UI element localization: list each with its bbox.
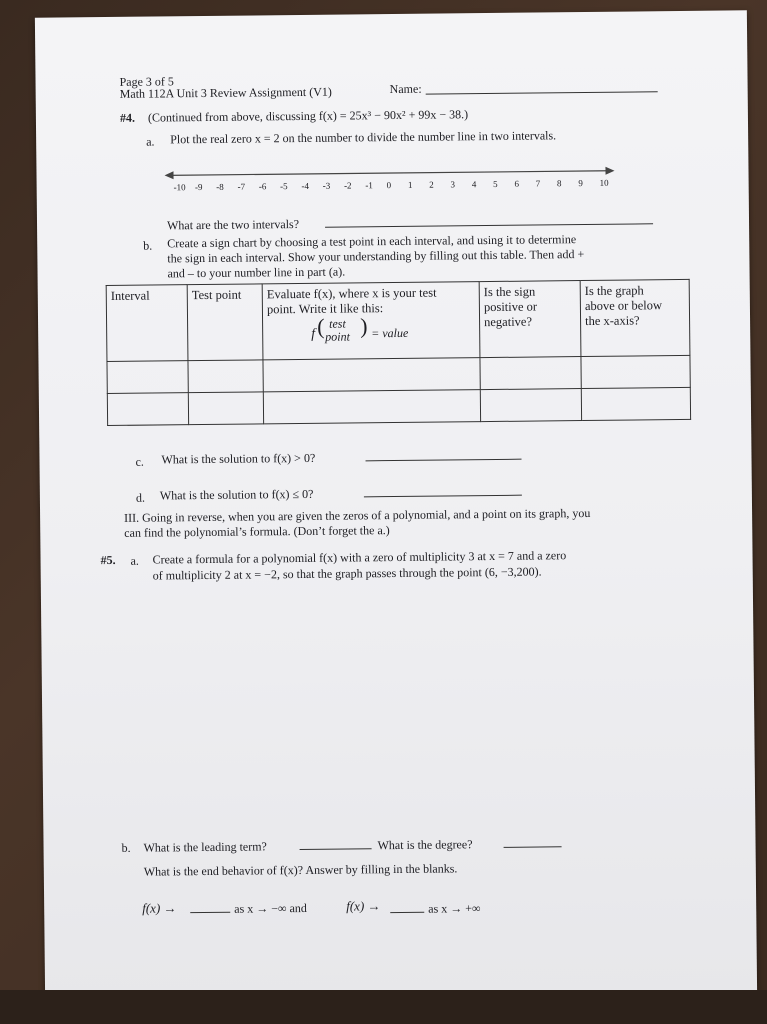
q4a-text: Plot the real zero x = 2 on the number to divide the number line in two intervals. <box>170 128 557 147</box>
cell-graph-1[interactable] <box>581 355 690 388</box>
evaluate-value: = value <box>371 325 409 341</box>
cell-interval-1[interactable] <box>107 361 188 394</box>
cell-sign-2[interactable] <box>480 389 581 422</box>
tick-label: 0 <box>386 180 392 191</box>
cell-evaluate-2[interactable] <box>263 390 480 424</box>
end-behavior-f1: f(x) → <box>142 900 177 916</box>
evaluate-test: test <box>329 316 346 331</box>
tick-label: -2 <box>343 180 352 191</box>
q5a-line1: Create a formula for a polynomial f(x) with a zero of multiplicity 3 at x = 7 and a zero <box>152 548 567 567</box>
sign-line1: Is the sign <box>483 284 536 300</box>
end-behavior-as-neg: as x → −∞ and <box>234 900 307 916</box>
tick-label: 1 <box>407 179 413 190</box>
q5b-degree-question: What is the degree? <box>377 837 473 853</box>
tick-label: -10 <box>173 182 186 193</box>
tick-label: 3 <box>450 179 456 190</box>
tick-label: -6 <box>258 181 267 192</box>
tick-label: -7 <box>237 181 246 192</box>
q5b-label: b. <box>121 840 131 855</box>
paren-right: ) <box>359 313 368 339</box>
end-behavior-as-pos: as x → +∞ <box>428 901 481 916</box>
end-behavior-f2: f(x) → <box>346 898 381 914</box>
number-line[interactable] <box>164 164 614 199</box>
q4-intro: (Continued from above, discussing f(x) = 25x³ − 90x² + 99x − 38.) <box>147 107 469 125</box>
end-behavior-blank-2[interactable] <box>390 900 424 913</box>
tick-label: 7 <box>535 178 541 189</box>
evaluate-example <box>267 313 475 349</box>
evaluate-point: point <box>325 329 350 344</box>
q4b-line1: Create a sign chart by choosing a test point in each interval, and using it to determine <box>167 232 577 251</box>
graph-line3: the x-axis? <box>584 313 640 329</box>
tick-label: 5 <box>493 178 498 189</box>
intervals-question: What are the two intervals? <box>166 217 300 233</box>
graph-line2: above or below <box>584 298 663 314</box>
tick-label: 6 <box>514 178 519 189</box>
tick-label: -5 <box>280 181 288 192</box>
tick-label: -3 <box>322 180 331 191</box>
cell-evaluate-1[interactable] <box>263 358 480 392</box>
q4d-blank[interactable] <box>364 483 522 498</box>
q4c-text: What is the solution to f(x) > 0? <box>161 450 316 467</box>
tick-label: -8 <box>216 181 224 192</box>
table-row <box>107 387 690 425</box>
section3-line1: III. Going in reverse, when you are given the zeros of a polynomial, and a point on its graph, you <box>124 505 591 525</box>
paren-left: ( <box>316 313 325 339</box>
section3-line2: can find the polynomial’s formula. (Don’t forget the a.) <box>124 523 390 540</box>
header-sign <box>479 281 581 358</box>
header-graph <box>580 279 690 356</box>
tick-label: 8 <box>556 178 562 189</box>
cell-graph-2[interactable] <box>581 387 690 420</box>
header-test-point: Test point <box>187 284 263 361</box>
tick-label: 4 <box>471 179 477 190</box>
course-title: Math 112A Unit 3 Review Assignment (V1) <box>119 84 332 101</box>
tick-label: -9 <box>194 182 203 193</box>
table-header-row <box>106 279 690 361</box>
worksheet-page <box>35 10 757 1001</box>
q4b-line3: and – to your number line in part (a). <box>167 264 346 281</box>
sign-line3: negative? <box>484 314 533 330</box>
degree-blank[interactable] <box>503 834 561 848</box>
sign-line2: positive or <box>483 299 538 315</box>
q5b-end-behavior: What is the end behavior of f(x)? Answer by filling in the blanks. <box>143 861 458 879</box>
sign-chart-table <box>106 279 691 426</box>
q4-number: #4. <box>119 110 135 125</box>
leading-term-blank[interactable] <box>299 836 371 850</box>
tick-label: -1 <box>365 180 373 191</box>
page-number: Page 3 of 5 <box>119 74 174 89</box>
q5-number: #5. <box>100 552 116 568</box>
header-interval: Interval <box>106 285 188 362</box>
q4a-label: a. <box>146 134 155 149</box>
q4c-blank[interactable] <box>365 447 521 462</box>
desk-surface <box>0 990 767 1024</box>
tick-label: 2 <box>429 179 434 190</box>
end-behavior-blank-1[interactable] <box>190 900 230 913</box>
graph-line1: Is the graph <box>584 283 644 299</box>
tick-label: 10 <box>599 177 609 188</box>
q5a-label: a. <box>130 553 139 568</box>
q4b-line2: the sign in each interval. Show your understanding by filling out this table. Then add + <box>167 247 585 266</box>
evaluate-line2: point. Write it like this: <box>266 301 384 317</box>
tick-label: -4 <box>301 180 309 191</box>
header-evaluate <box>262 282 480 360</box>
evaluate-line1: Evaluate f(x), where x is your test <box>266 285 437 302</box>
evaluate-f: f <box>311 326 316 342</box>
q4b-label: b. <box>143 238 153 253</box>
q4c-label: c. <box>135 454 144 469</box>
intervals-blank[interactable] <box>325 211 653 227</box>
q5a-line2: of multiplicity 2 at x = −2, so that the graph passes through the point (6, −3,200). <box>152 564 542 583</box>
cell-sign-1[interactable] <box>480 357 581 390</box>
cell-interval-2[interactable] <box>107 393 188 426</box>
q4d-label: d. <box>135 490 145 505</box>
cell-test-point-2[interactable] <box>188 392 263 425</box>
q4d-text: What is the solution to f(x) ≤ 0? <box>159 486 314 503</box>
name-label: Name: <box>389 81 422 97</box>
q5b-leading-question: What is the leading term? <box>143 839 267 855</box>
tick-label: 9 <box>578 178 583 189</box>
name-blank[interactable] <box>426 79 658 94</box>
cell-test-point-1[interactable] <box>188 360 263 393</box>
